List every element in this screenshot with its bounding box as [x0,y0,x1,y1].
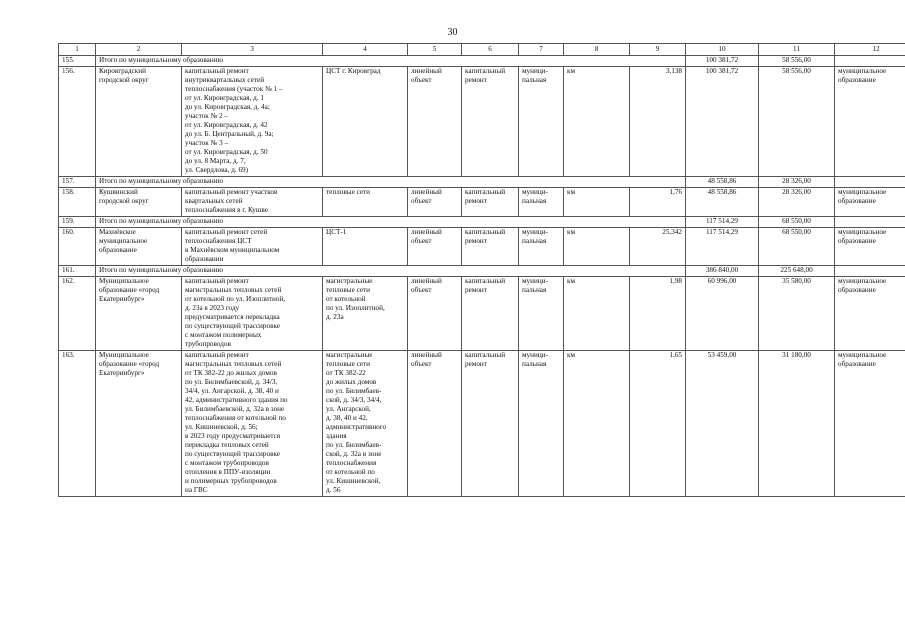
data-table [58,43,905,497]
table-cell-c11: 28 326,00 [759,188,835,217]
table-cell-c3: капитальный ремонт внутриквартальных сетей теплоснабжения (участок № 1 – от ул. Кировградская, д. 1 до ул. Кировградская, д. 4а; участок № 2 – от ул. Кировградская, д. 42 до ул. Б. Центральный, д. 9а; участок № 3 – от ул. Кировградская, д. 50 до ул. 8 Марта, д. 7, ул. Свердлова, д. 69) [182,67,323,177]
table-cell-empty [835,217,905,228]
table-cell-c5: линейный объект [408,67,462,177]
table-cell-num: 161. [59,266,96,277]
column-header: 12 [835,44,905,56]
table-cell-c11: 35 580,00 [759,277,835,351]
table-cell-c2: Муниципальное образование «город Екатеринбург» [96,351,182,497]
table-cell-c5: линейный объект [408,351,462,497]
table-cell-c9: 1,76 [630,188,686,217]
table-cell-c6: капитальный ремонт [462,188,519,217]
table-cell-c11: 28 326,00 [759,177,835,188]
table-cell-c6: капитальный ремонт [462,67,519,177]
total-row [59,177,905,188]
table-cell-c3: капитальный ремонт магистральных тепловых сетей от котельной по ул. Изоплитной, д. 23а в 2023 году предусматривается перекладка по существующей трассировке с монтажом полимерных трубопроводов [182,277,323,351]
table-cell-c4: ЦСТ-1 [323,228,408,266]
total-row [59,217,905,228]
column-header: 9 [630,44,686,56]
column-header: 5 [408,44,462,56]
table-cell-num: 162. [59,277,96,351]
table-cell-num: 159. [59,217,96,228]
table-row [59,228,905,266]
column-header: 1 [59,44,96,56]
table-cell-c10: 386 840,00 [686,266,759,277]
table-cell-c11: 225 648,00 [759,266,835,277]
column-header: 11 [759,44,835,56]
table-cell-c10: 48 558,86 [686,188,759,217]
table-cell-c10: 100 381,72 [686,56,759,67]
table-cell-c5: линейный объект [408,188,462,217]
table-cell-num: 156. [59,67,96,177]
table-cell-label: Итого по муниципальному образованию [96,266,686,277]
table-cell-c9: 25,342 [630,228,686,266]
table-cell-c11: 68 550,00 [759,228,835,266]
column-header: 3 [182,44,323,56]
table-header-row [59,44,905,56]
column-header: 2 [96,44,182,56]
table-cell-c8: км [564,188,630,217]
page-number: 30 [447,27,458,38]
table-cell-label: Итого по муниципальному образованию [96,177,686,188]
table-cell-c5: линейный объект [408,277,462,351]
table-cell-c6: капитальный ремонт [462,277,519,351]
table-cell-c8: км [564,228,630,266]
column-header: 4 [323,44,408,56]
table-cell-c10: 48 558,86 [686,177,759,188]
table-cell-num: 163. [59,351,96,497]
column-header: 8 [564,44,630,56]
table-cell-num: 160. [59,228,96,266]
column-header: 7 [519,44,564,56]
table-cell-c2: Кировградский городской округ [96,67,182,177]
table-cell-c8: км [564,67,630,177]
table-cell-c7: муници- пальная [519,277,564,351]
table-cell-c4: магистральные тепловые сети от котельной по ул. Изоплитной, д. 23а [323,277,408,351]
table-row [59,351,905,497]
table-cell-c8: км [564,277,630,351]
table-row [59,277,905,351]
table-cell-c3: капитальный ремонт сетей теплоснабжения ЦСТ в Махнёвском муниципальном образовании [182,228,323,266]
table-cell-c5: линейный объект [408,228,462,266]
table-cell-c10: 53 459,00 [686,351,759,497]
table-cell-c4: магистральные тепловые сети от ТК 382-22 до жилых домов по ул. Билимбаев- ской, д. 34/3, 34/4, ул. Ангарской, д. 38, 40 и 42, административного здания по ул. Билимбаев- ской, д. 32а в зоне теплоснабжения от котельной по ул. Кишиневской, д. 56 [323,351,408,497]
table-cell-c3: капитальный ремонт участков квартальных сетей теплоснабжения в г. Кушве [182,188,323,217]
table-cell-c11: 68 550,00 [759,217,835,228]
table-cell-c8: км [564,351,630,497]
table-cell-num: 157. [59,177,96,188]
table-cell-c9: 1,98 [630,277,686,351]
table-cell-c11: 58 556,00 [759,67,835,177]
table-cell-c2: Махнёвское муниципальное образование [96,228,182,266]
table-cell-c4: ЦСТ г. Кировград [323,67,408,177]
table-cell-c3: капитальный ремонт магистральных тепловых сетей от ТК 382-22 до жилых домов по ул. Билимбаевской, д. 34/3, 34/4, ул. Ангарской, д. 38, 40 и 42, административного здания по ул. Билимбаевской, д. 32а в зоне теплоснабжения от котельной по ул. Кишиневской, д. 56; в 2023 году предусматривается перекладка тепловых сетей по существующей трассировке с монтажом трубопроводов отопления в ППУ-изоляции и полимерных трубопроводов на ГВС [182,351,323,497]
total-row [59,56,905,67]
table-cell-label: Итого по муниципальному образованию [96,217,686,228]
table-cell-c12: муниципальное образование [835,277,905,351]
table-cell-c10: 117 514,29 [686,217,759,228]
table-cell-c10: 117 514,29 [686,228,759,266]
table-cell-c7: муници- пальная [519,67,564,177]
table-cell-c6: капитальный ремонт [462,351,519,497]
table-cell-c7: муници- пальная [519,228,564,266]
table-cell-c6: капитальный ремонт [462,228,519,266]
table-cell-c11: 58 556,00 [759,56,835,67]
total-row [59,266,905,277]
table-cell-c12: муниципальное образование [835,351,905,497]
table-cell-c4: тепловые сети [323,188,408,217]
table-row [59,67,905,177]
column-header: 10 [686,44,759,56]
column-header: 6 [462,44,519,56]
table-cell-c2: Кушвинский городской округ [96,188,182,217]
table-cell-num: 155. [59,56,96,67]
table-cell-c12: муниципальное образование [835,188,905,217]
table-cell-c11: 31 180,00 [759,351,835,497]
table-cell-c10: 100 381,72 [686,67,759,177]
table-cell-c2: Муниципальное образование «город Екатеринбург» [96,277,182,351]
table-cell-empty [835,266,905,277]
table-cell-c12: муниципальное образование [835,228,905,266]
table-cell-num: 158. [59,188,96,217]
table-cell-label: Итого по муниципальному образованию [96,56,686,67]
table-cell-c7: муници- пальная [519,188,564,217]
table-cell-empty [835,177,905,188]
table-cell-c10: 60 996,00 [686,277,759,351]
table-cell-c9: 3,138 [630,67,686,177]
table-cell-c9: 1,65 [630,351,686,497]
table-cell-c7: муници- пальная [519,351,564,497]
table-cell-c12: муниципальное образование [835,67,905,177]
table-row [59,188,905,217]
table-cell-empty [835,56,905,67]
